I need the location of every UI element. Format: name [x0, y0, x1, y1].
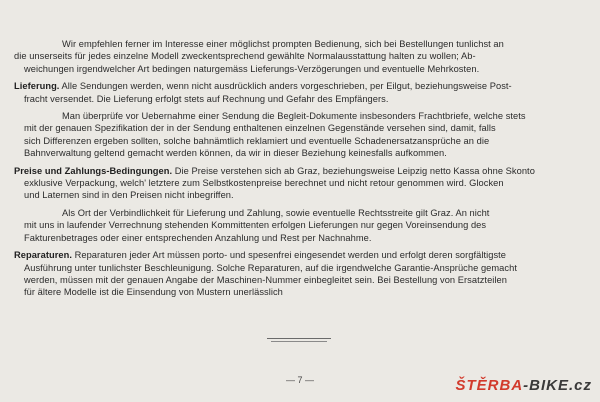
text-line: Als Ort der Verbindlichkeit für Lieferung und Zahlung, sowie eventuelle Rechtsstreite gilt Graz. An nicht [62, 207, 490, 218]
paragraph-reparaturen [14, 249, 584, 299]
watermark-domain: -BIKE.cz [523, 377, 592, 394]
section-heading-reparaturen: Reparaturen. [14, 250, 72, 261]
paragraph-preise [14, 165, 584, 202]
paragraph-inspection [14, 110, 584, 160]
text-line: Wir empfehlen ferner im Interesse einer möglichst prompten Bedienung, sich bei Bestellungen tunlichst an [62, 39, 504, 49]
text-line: die unserseits für jedes einzelne Modell zweckentsprechend gewählte Normalausstattung halten zu wollen; Ab- [14, 51, 476, 62]
text-line: Ausführung unter tunlichster Beschleunigung. Solche Reparaturen, auf die irgendwelche Garantie-Ansprüche gemacht [24, 262, 517, 273]
text-line: sich Differenzen ergeben sollten, solche bahnämtlich reklamiert und eventuelle Schadenersatzansprüche an die [24, 135, 490, 146]
watermark-brand: ŠTĚRBA [455, 377, 524, 394]
text-line: und Laternen sind in den Preisen nicht inbegriffen. [24, 190, 234, 201]
text-line: werden, müssen mit der genauen Angabe der Maschinen-Nummer einbegleitet sein. Bei Bestellung von Ersatzteilen [24, 274, 507, 285]
text-line: mit der genauen Spezifikation der in der Sendung enthaltenen einzelnen Gegenstände versehen sind, damit, falls [24, 123, 496, 134]
paragraph-lieferung [14, 80, 584, 105]
divider-rule [271, 341, 327, 342]
text-line: weichungen irgendwelcher Art bedingen naturgemäss Lieferungs-Verzögerungen und eventuelle Mehrkosten. [24, 63, 480, 74]
page-number: — 7 — [285, 375, 314, 385]
text-line: exklusive Verpackung, welch' letztere zum Selbstkostenpreise berechnet und nicht retour genommen wird. Glocken [24, 178, 504, 189]
divider-rule [267, 338, 331, 339]
paragraph-order-advice [14, 38, 584, 75]
section-heading-preise: Preise und Zahlungs-Bedingungen. [14, 165, 173, 176]
text-line: Die Preise verstehen sich ab Graz, beziehungsweise Leipzig netto Kassa ohne Skonto [172, 165, 535, 176]
document-body [14, 38, 584, 304]
section-heading-lieferung: Lieferung. [14, 81, 60, 92]
text-line: für ältere Modelle ist die Einsendung von Mustern unerlässlich [24, 287, 283, 298]
text-line: mit uns in laufender Verrechnung stehenden Kommittenten erfolgen Lieferungen nur gegen Voreinsendung des [24, 220, 487, 231]
text-line: Bahnverwaltung geltend gemacht werden können, da wir in dieser Beziehung keinesfalls aufkommen. [24, 148, 447, 159]
text-line: Alle Sendungen werden, wenn nicht ausdrücklich anders vorgeschrieben, per Eilgut, beziehungsweise Post- [59, 81, 512, 92]
text-line: Reparaturen jeder Art müssen porto- und spesenfrei eingesendet werden und erfolgt deren sorgfältigste [71, 250, 507, 261]
paragraph-verbindlichkeit [14, 207, 584, 244]
text-line: fracht versendet. Die Lieferung erfolgt stets auf Rechnung und Gefahr des Empfängers. [24, 93, 389, 104]
text-line: Man überprüfe vor Uebernahme einer Sendung die Begleit-Dokumente insbesonders Frachtbriefe, welche stets [62, 111, 526, 122]
site-watermark [455, 377, 592, 394]
text-line: Fakturenbetrages oder einer entsprechenden Anzahlung und Rest per Nachnahme. [24, 232, 372, 243]
